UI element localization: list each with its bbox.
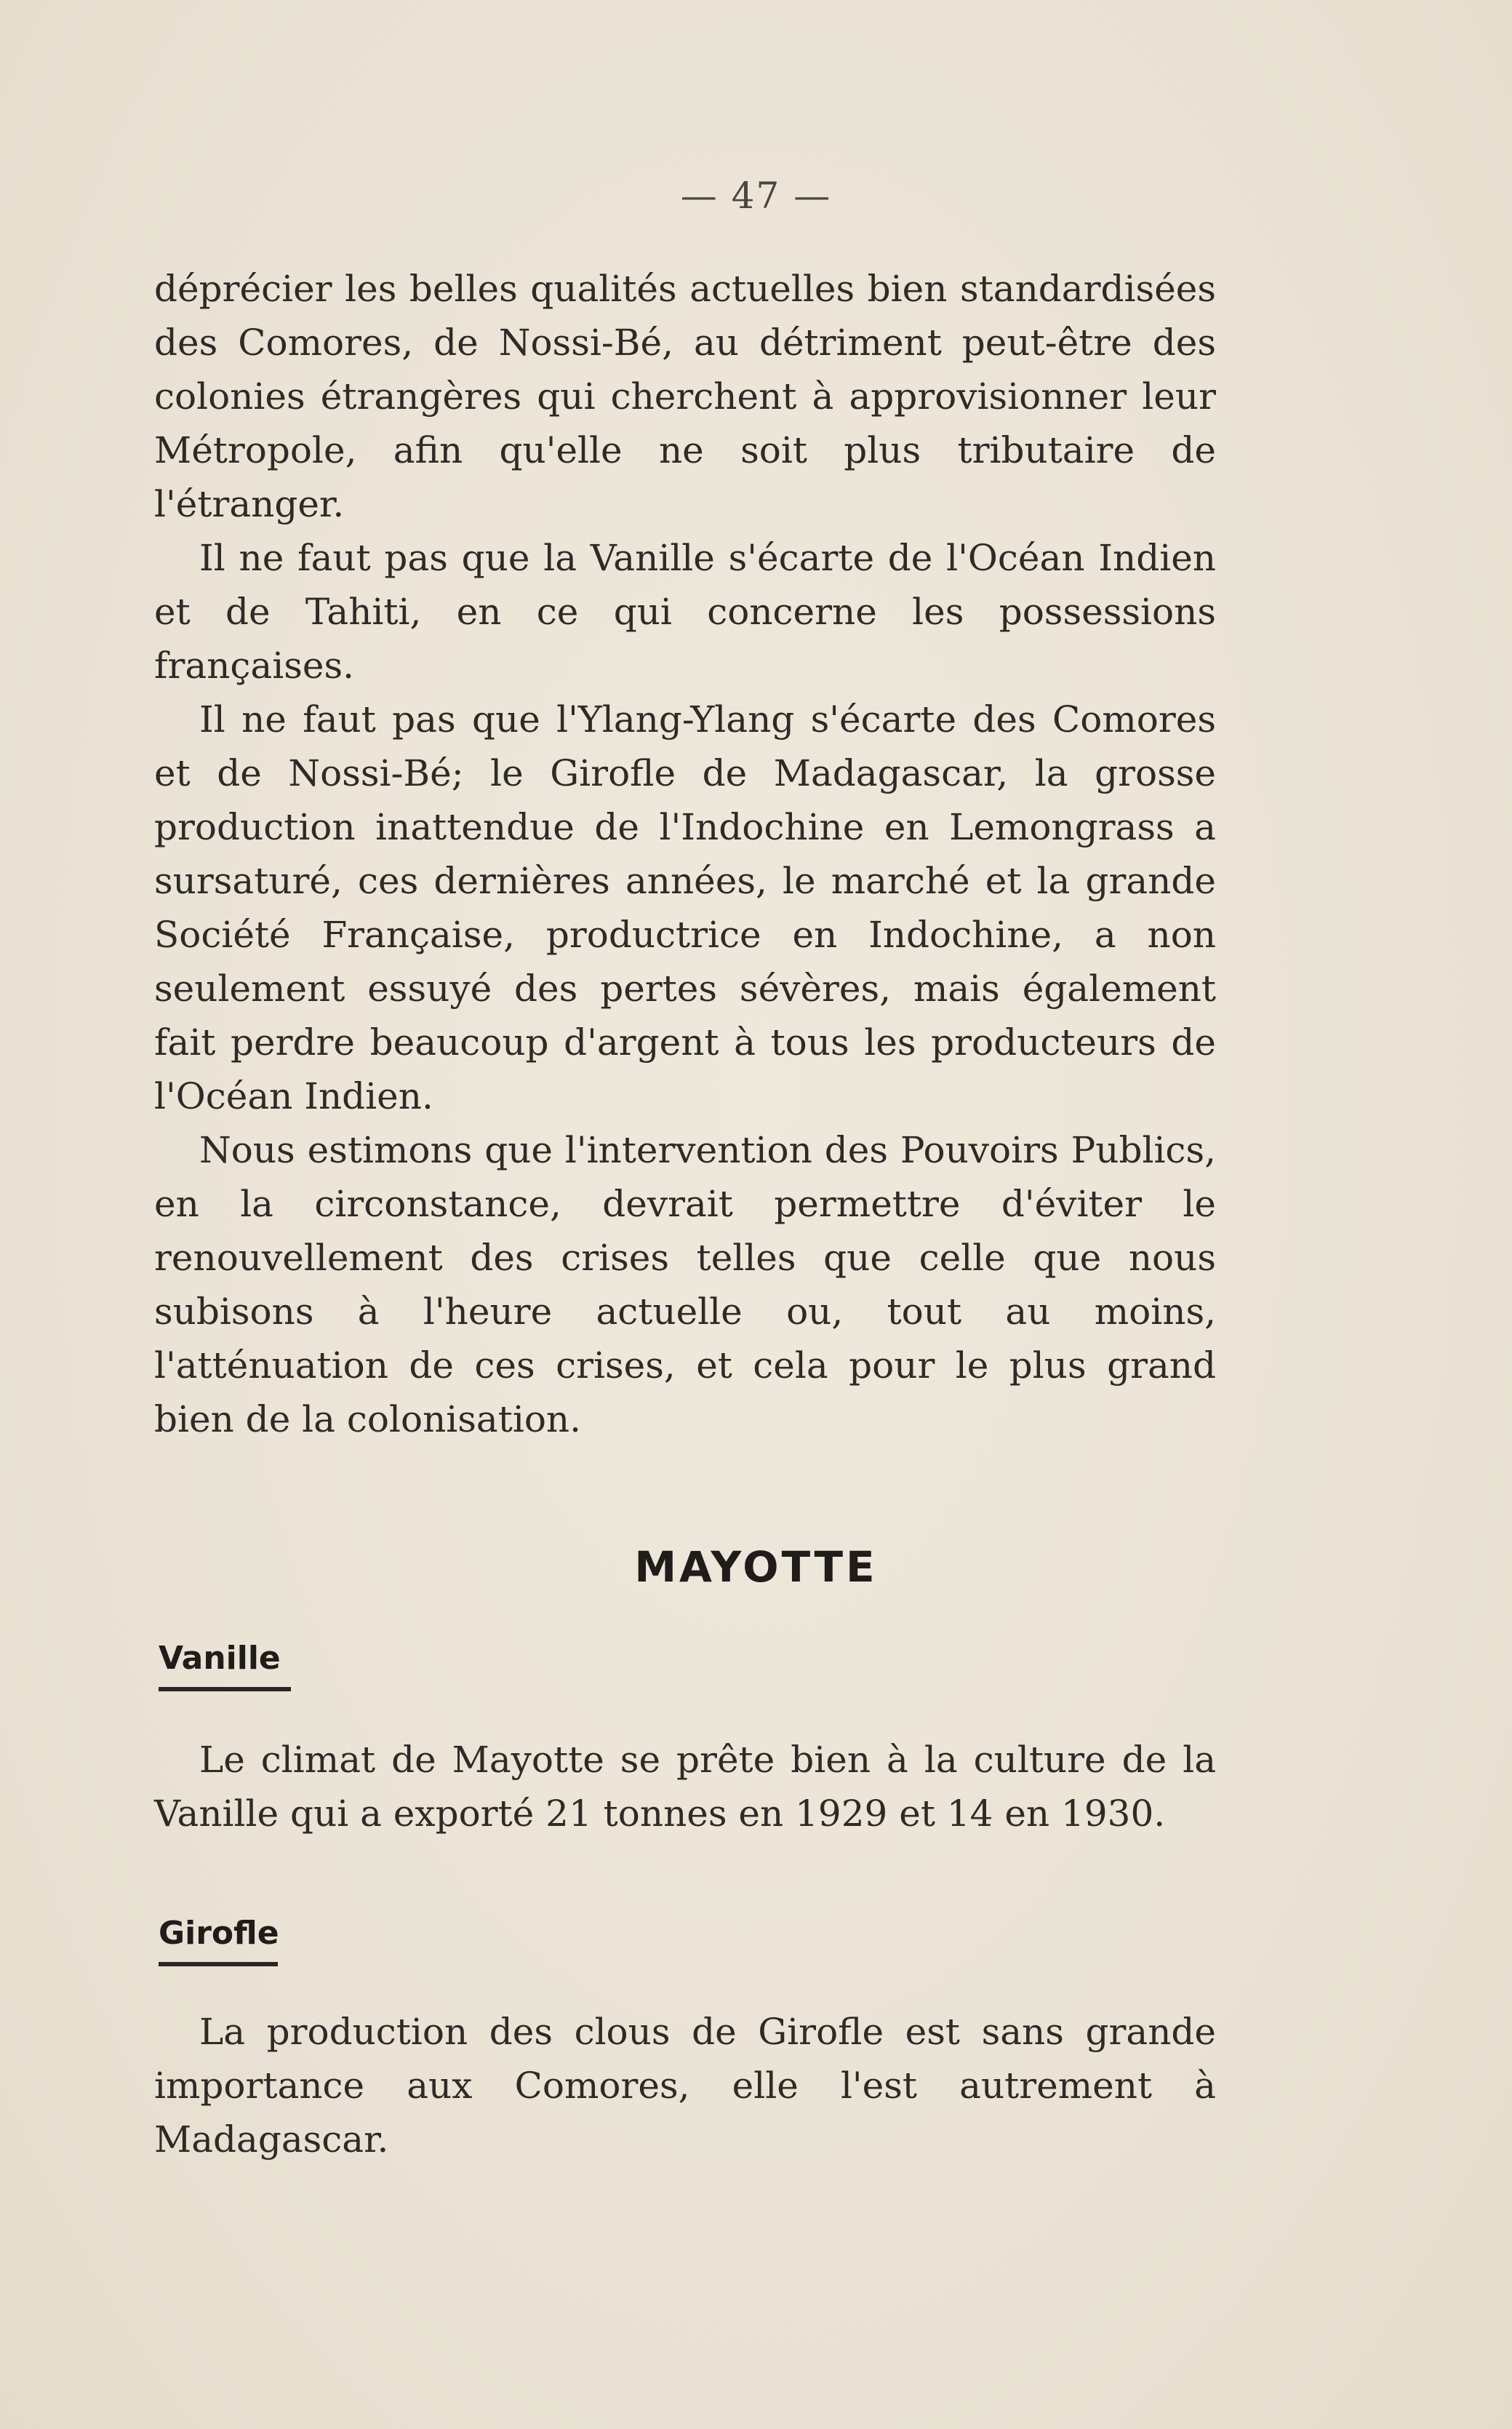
body-text (154, 262, 1216, 1446)
paragraph-4: Nous estimons que l'intervention des Pouvoirs Publics, en la circonstance, devrait permettre d'éviter le renouvellement des crises telles que celle que nous subisons à l'heure actuelle ou, tout au moins, l'atténuation de ces crises, et cela pour le plus grand bien de la colonisation. (154, 1129, 1216, 1440)
heading-underline (159, 1962, 278, 1966)
heading-underline (159, 1687, 291, 1691)
page-number: — 47 — (680, 175, 832, 217)
subsection-paragraph: La production des clous de Girofle est sans grande importance aux Comores, elle l'est autrement à Madagascar. (154, 2011, 1216, 2161)
subsection-body-vanille (154, 1733, 1216, 1840)
paragraph-3: Il ne faut pas que l'Ylang-Ylang s'écarte des Comores et de Nossi-Bé; le Girofle de Madagascar, la grosse production inattendue de l'Indochine en Lemongrass a sursaturé, ces dernières années, le marché et la grande Société Française, productrice en Indochine, a non seulement essuyé des pertes sévères, mais également fait perdre beaucoup d'argent à tous les producteurs de l'Océan Indien. (154, 698, 1216, 1117)
paragraph-1: déprécier les belles qualités actuelles bien standardisées des Comores, de Nossi-Bé, au détriment peut-être des colonies étrangères qui cherchent à approvisionner leur Métropole, afin qu'elle ne soit plus tributaire de l'étranger. (154, 268, 1216, 525)
subsection-heading-text: Vanille (159, 1640, 281, 1677)
subsection-paragraph: Le climat de Mayotte se prête bien à la culture de la Vanille qui a exporté 21 tonnes en 1929 et 14 en 1930. (154, 1739, 1216, 1835)
subsection-body-girofle (154, 2005, 1216, 2166)
subsection-heading-text: Girofle (159, 1915, 279, 1952)
section-title: MAYOTTE (634, 1542, 878, 1592)
paragraph-2: Il ne faut pas que la Vanille s'écarte de l'Océan Indien et de Tahiti, en ce qui concerne les possessions françaises. (154, 537, 1216, 687)
subsection-heading-girofle (159, 1915, 279, 1966)
subsection-heading-vanille (159, 1640, 291, 1691)
